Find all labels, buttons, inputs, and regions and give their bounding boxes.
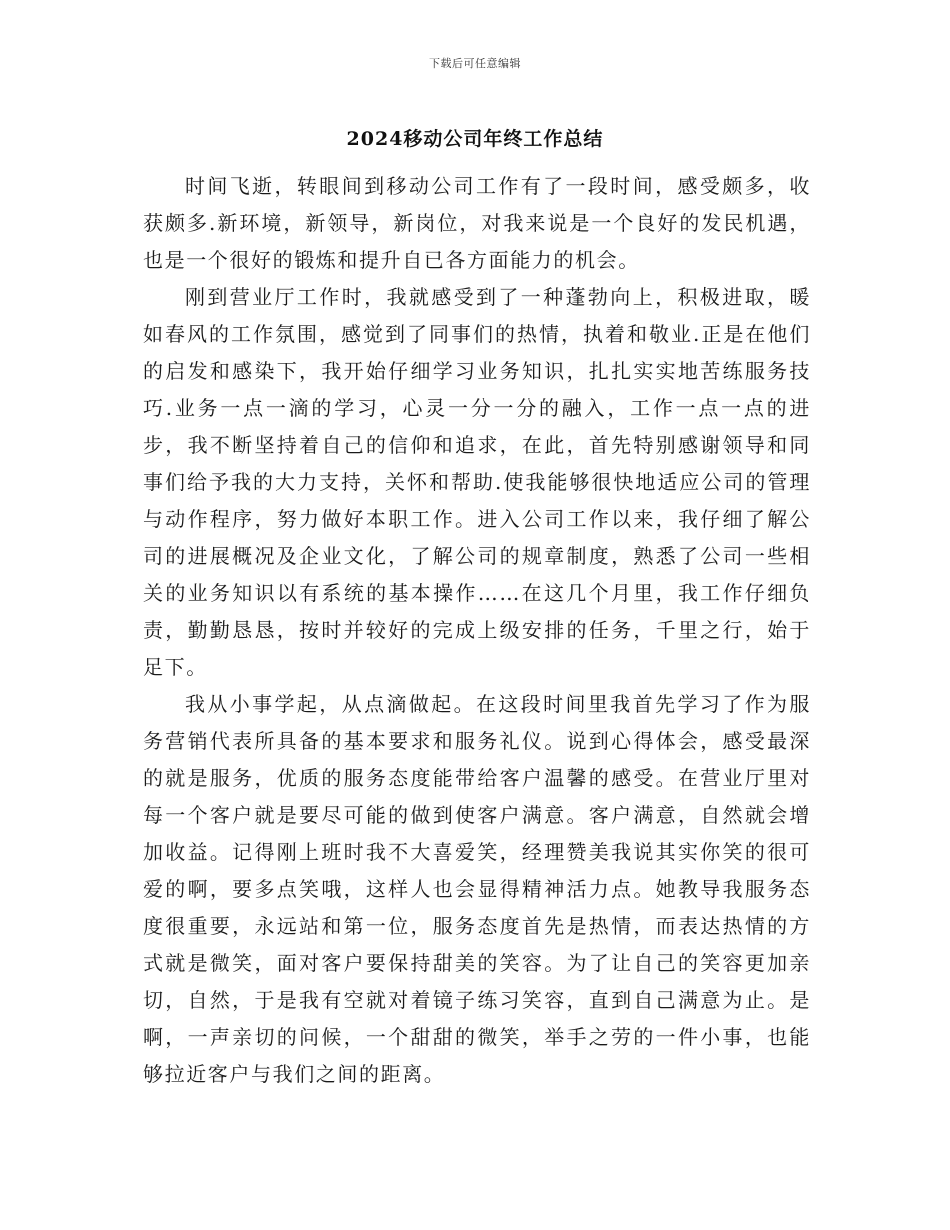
paragraph-2: 刚到营业厅工作时，我就感受到了一种蓬勃向上，积极进取，暖如春风的工作氛围，感觉到了同事们的热情，执着和敬业.正是在他们的启发和感染下，我开始仔细学习业务知识，扎扎实实地苦练服务技巧.业务一点一滴的学习，心灵一分一分的融入，工作一点一点的进步，我不断坚持着自己的信仰和追求，在此，首先特别感谢领导和同事们给予我的大力支持，关怀和帮助.使我能够很快地适应公司的管理与动作程序，努力做好本职工作。进入公司工作以来，我仔细了解公司的进展概况及企业文化，了解公司的规章制度，熟悉了公司一些相关的业务知识以有系统的基本操作……在这几个月里，我工作仔细负责，勤勤恳恳，按时并较好的完成上级安排的任务，千里之行，始于足下。 [143, 285, 811, 679]
document-body [143, 168, 811, 1093]
paragraph-1: 时间飞逝，转眼间到移动公司工作有了一段时间，感受颇多，收获颇多.新环境，新领导，新岗位，对我来说是一个良好的发民机遇，也是一个很好的锻炼和提升自已各方面能力的机会。 [143, 174, 811, 272]
paragraph-3: 我从小事学起，从点滴做起。在这段时间里我首先学习了作为服务营销代表所具备的基本要求和服务礼仪。说到心得体会，感受最深的就是服务，优质的服务态度能带给客户温馨的感受。在营业厅里对每一个客户就是要尽可能的做到使客户满意。客户满意，自然就会增加收益。记得刚上班时我不大喜爱笑，经理赞美我说其实你笑的很可爱的啊，要多点笑哦，这样人也会显得精神活力点。她教导我服务态度很重要，永远站和第一位，服务态度首先是热情，而表达热情的方式就是微笑，面对客户要保持甜美的笑容。为了让自己的笑容更加亲切，自然，于是我有空就对着镜子练习笑容，直到自己满意为止。是啊，一声亲切的问候，一个甜甜的微笑，举手之劳的一件小事，也能够拉近客户与我们之间的距离。 [143, 692, 811, 1086]
document-title: 2024移动公司年终工作总结 [346, 128, 604, 150]
header-note: 下载后可任意编辑 [429, 57, 521, 70]
